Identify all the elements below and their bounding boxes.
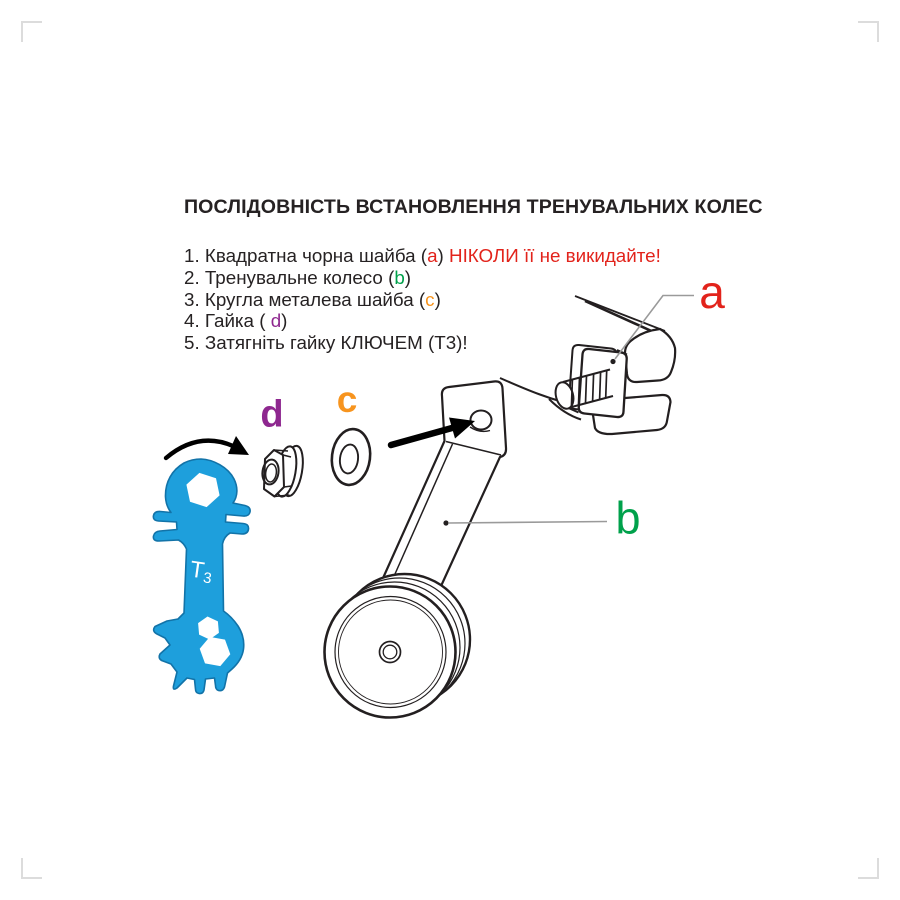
step-letter-a: a: [427, 245, 438, 266]
list-item: 5. Затягніть гайку КЛЮЧЕМ (Т3)!: [184, 332, 468, 354]
flange-nut-d: [261, 444, 306, 498]
diagram-label-b: b: [615, 492, 641, 544]
step-letter-d: d: [270, 310, 282, 332]
diagram-label-d: d: [260, 393, 284, 436]
step-letter-b: b: [394, 266, 405, 288]
diagram-label-a: a: [699, 266, 725, 319]
round-washer-c: [329, 427, 374, 487]
list-item: 4. Гайка ( d): [184, 310, 288, 332]
step-letter-c: c: [425, 288, 435, 310]
rotate-arrow-icon: [166, 436, 249, 458]
warning-text: НІКОЛИ її не викидайте!: [449, 245, 661, 266]
list-item: 1. Квадратна чорна шайба (a) НІКОЛИ її не викидайте!: [184, 245, 661, 266]
wrench-marking: $T_3$: [188, 555, 213, 588]
diagram-label-c: c: [336, 379, 358, 421]
list-item: 2. Тренувальне колесо (b): [184, 266, 412, 288]
instruction-list: [184, 245, 661, 354]
list-item: 3. Кругла металева шайба (c): [184, 288, 441, 310]
wheel-bracket-b: [379, 381, 506, 596]
page-title: ПОСЛІДОВНІСТЬ ВСТАНОВЛЕННЯ ТРЕНУВАЛЬНИХ КОЛЕС: [184, 196, 763, 218]
training-wheel: [325, 574, 471, 718]
